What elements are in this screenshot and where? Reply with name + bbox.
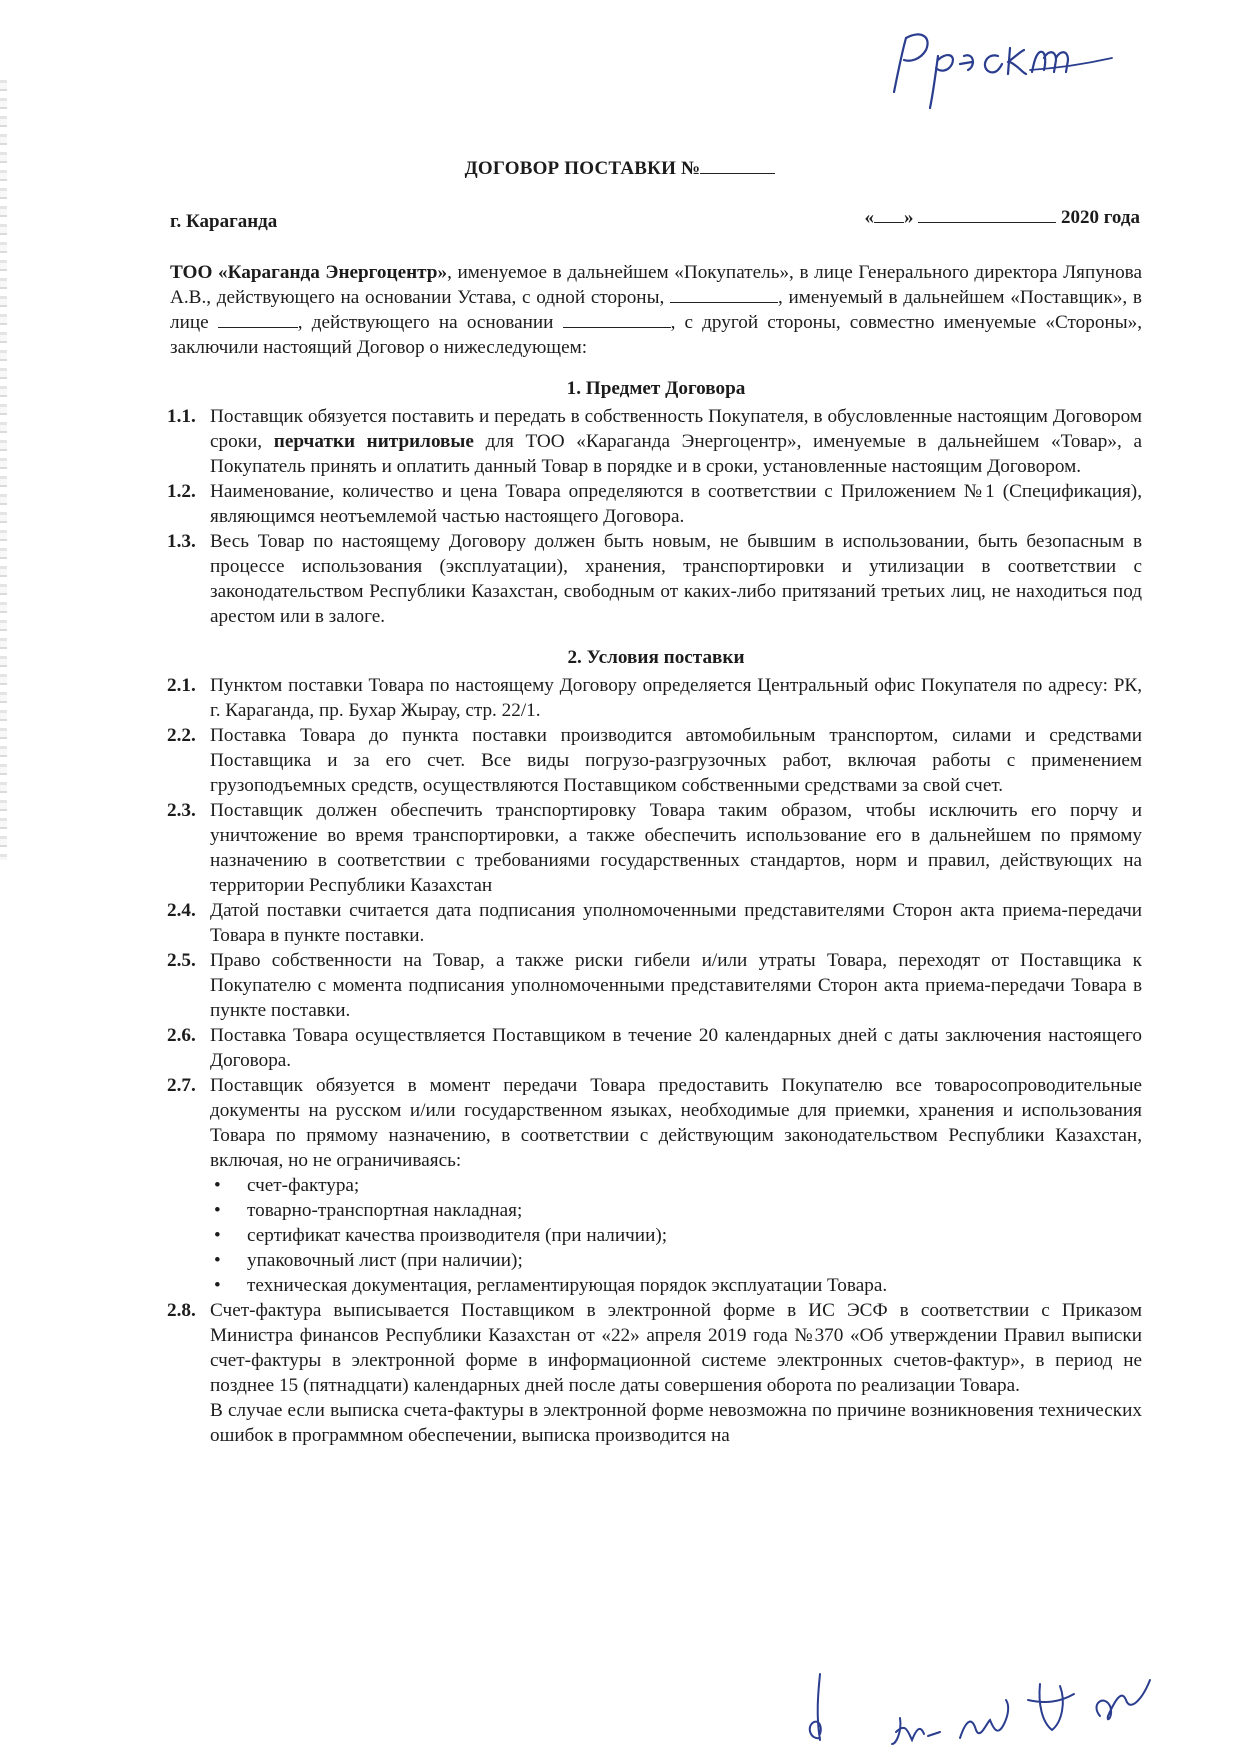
clause-2-5 (167, 948, 1142, 1023)
clause-number: 2.2. (167, 725, 196, 746)
clause-text: Весь Товар по настоящему Договору должен быть новым, не бывшим в использовании, быть безопасным в процессе использования (эксплуатации), хранения, транспортировки и утилизации в соответствии с законодательством Республики Казахстан, свободным от каких-либо притязаний третьих лиц, не находиться под арестом или в залоге. (210, 531, 1142, 627)
preamble-text-3: , действующего на основании (297, 312, 563, 333)
supplier-name-blank (670, 286, 778, 303)
clause-1-1 (167, 404, 1142, 479)
contract-city: г. Караганда (170, 211, 278, 232)
contract-title (0, 158, 1240, 180)
contract-body (167, 260, 1142, 1448)
clause-number: 1.2. (167, 481, 196, 502)
clause-2-8 (167, 1298, 1142, 1398)
preamble-text-2: , именуемый в дальнейшем «Поставщик», в лице (170, 287, 1142, 333)
list-item-text: упаковочный лист (при наличии); (247, 1250, 523, 1271)
date-close-quote: » (904, 207, 914, 228)
clause-text: Счет-фактура выписывается Поставщиком в электронной форме в ИС ЭСФ в соответствии с Приказом Министра финансов Республики Казахстан от «22» апреля 2019 года №370 «Об утверждении Правил выписки счет-фактуры в электронной форме в информационной системе электронных счетов-фактур», в период не позднее 15 (пятнадцати) календарных дней после даты совершения оборота по реализации Товара. (210, 1300, 1142, 1396)
clause-2-3 (167, 798, 1142, 898)
date-open-quote: « (864, 207, 875, 228)
clause-text: Пунктом поставки Товара по настоящему Договору определяется Центральный офис Покупателя по адресу: РК, г. Караганда, пр. Бухар Жырау, стр. 22/1. (210, 675, 1142, 721)
clause-text: Право собственности на Товар, а также риски гибели и/или утраты Товара, переходят от Поставщика к Покупателю с момента подписания уполномоченными представителями Сторон акта приема-передачи Товара в пункте поставки. (210, 950, 1142, 1021)
clause-text: Поставщик обязуется поставить и передать в собственность Покупателя, в обусловленные настоящим Договором сроки, (210, 406, 1142, 452)
bullet-glyph: • (214, 1225, 221, 1246)
bullet-glyph: • (214, 1275, 221, 1296)
clause-number: 2.4. (167, 900, 196, 921)
clause-text: Поставка Товара до пункта поставки производится автомобильным транспортом, силами и средствами Поставщика и за его счет. Все виды погрузо-разгрузочных работ, включая работы с применением грузоподъемных средств, осуществляются Поставщиком собственными средствами за свой счет. (210, 725, 1142, 796)
preamble (170, 260, 1142, 360)
date-month-blank (918, 206, 1056, 223)
section-2-title: 2. Условия поставки (567, 647, 745, 668)
clause-2-8-continuation: В случае если выписка счета-фактуры в электронной форме невозможна по причине возникновения технических ошибок в программном обеспечении, выписка производится на (210, 1400, 1142, 1446)
clause-1-2 (167, 479, 1142, 529)
bullet-glyph: • (214, 1250, 221, 1271)
bullet-glyph: • (214, 1200, 221, 1221)
preamble-text-1: , именуемое в дальнейшем «Покупатель», в лице Генерального директора Ляпунова А.В., действующего на основании Устава, с одной стороны, (170, 262, 1142, 308)
list-item (210, 1248, 1142, 1273)
clause-text: Датой поставки считается дата подписания уполномоченными представителями Сторон акта приема-передачи Товара в пункте поставки. (210, 900, 1142, 946)
clause-text: Поставка Товара осуществляется Поставщиком в течение 20 календарных дней с даты заключения настоящего Договора. (210, 1025, 1142, 1071)
clause-number: 2.6. (167, 1025, 196, 1046)
scan-edge-artifact (0, 80, 7, 860)
list-item-text: счет-фактура; (247, 1175, 360, 1196)
contract-number-blank (700, 173, 775, 174)
contract-title-text: ДОГОВОР ПОСТАВКИ № (464, 158, 701, 179)
list-item (210, 1223, 1142, 1248)
list-item (210, 1173, 1142, 1198)
initials-signatures (790, 1660, 1210, 1750)
supplier-basis-blank (563, 311, 671, 328)
clause-text: Поставщик должен обеспечить транспортировку Товара таким образом, чтобы исключить его порчу и уничтожение во время транспортировки, а также обеспечить использование его в дальнейшем по прямому назначению в соответствии с требованиями государственных стандартов, норм и правил, действующих на территории Республики Казахстан (210, 800, 1142, 896)
contract-date (865, 206, 1140, 229)
section-1-title: 1. Предмет Договора (566, 378, 746, 399)
clause-text: Поставщик обязуется в момент передачи Товара предоставить Покупателю все товаросопроводительные документы на русском и/или государственном языках, необходимые для приемки, хранения и использования Товара по прямому назначению, в соответствии с действующим законодательством Республики Казахстан, включая, но не ограничиваясь: (210, 1075, 1142, 1171)
draft-handwritten-mark (880, 22, 1120, 112)
clause-number: 2.3. (167, 800, 196, 821)
clause-number: 1.3. (167, 531, 196, 552)
clause-number: 2.7. (167, 1075, 196, 1096)
preamble-text-4: , с другой стороны, совместно именуемые «Стороны», заключили настоящий Договор о нижеследующем: (170, 312, 1142, 358)
goods-name: перчатки нитриловые (273, 431, 474, 452)
list-item-text: товарно-транспортная накладная; (247, 1200, 523, 1221)
clause-2-1 (167, 673, 1142, 723)
clause-text: Наименование, количество и цена Товара определяются в соответствии с Приложением №1 (Спецификация), являющимся неотъемлемой частью настоящего Договора. (210, 481, 1142, 527)
clause-2-6 (167, 1023, 1142, 1073)
clause-number: 2.1. (167, 675, 196, 696)
clause-2-4 (167, 898, 1142, 948)
clause-1-3 (167, 529, 1142, 629)
list-item-text: сертификат качества производителя (при наличии); (247, 1225, 668, 1246)
supplier-representative-blank (218, 311, 298, 328)
list-item (210, 1273, 1142, 1298)
clause-number: 2.8. (167, 1300, 196, 1321)
clause-number: 2.5. (167, 950, 196, 971)
date-year: 2020 года (1061, 207, 1140, 228)
document-list (170, 1173, 1142, 1298)
buyer-name: ТОО «Караганда Энергоцентр» (170, 262, 448, 283)
date-day-blank (874, 206, 904, 223)
clause-2-7 (167, 1073, 1142, 1173)
clause-number: 1.1. (167, 406, 196, 427)
bullet-glyph: • (214, 1175, 221, 1196)
list-item (210, 1198, 1142, 1223)
clause-text: для ТОО «Караганда Энергоцентр», именуемые в дальнейшем «Товар», а Покупатель принять и оплатить данный Товар в порядке и в сроки, установленные настоящим Договором. (210, 431, 1142, 477)
clause-2-2 (167, 723, 1142, 798)
list-item-text: техническая документация, регламентирующая порядок эксплуатации Товара. (247, 1275, 888, 1296)
